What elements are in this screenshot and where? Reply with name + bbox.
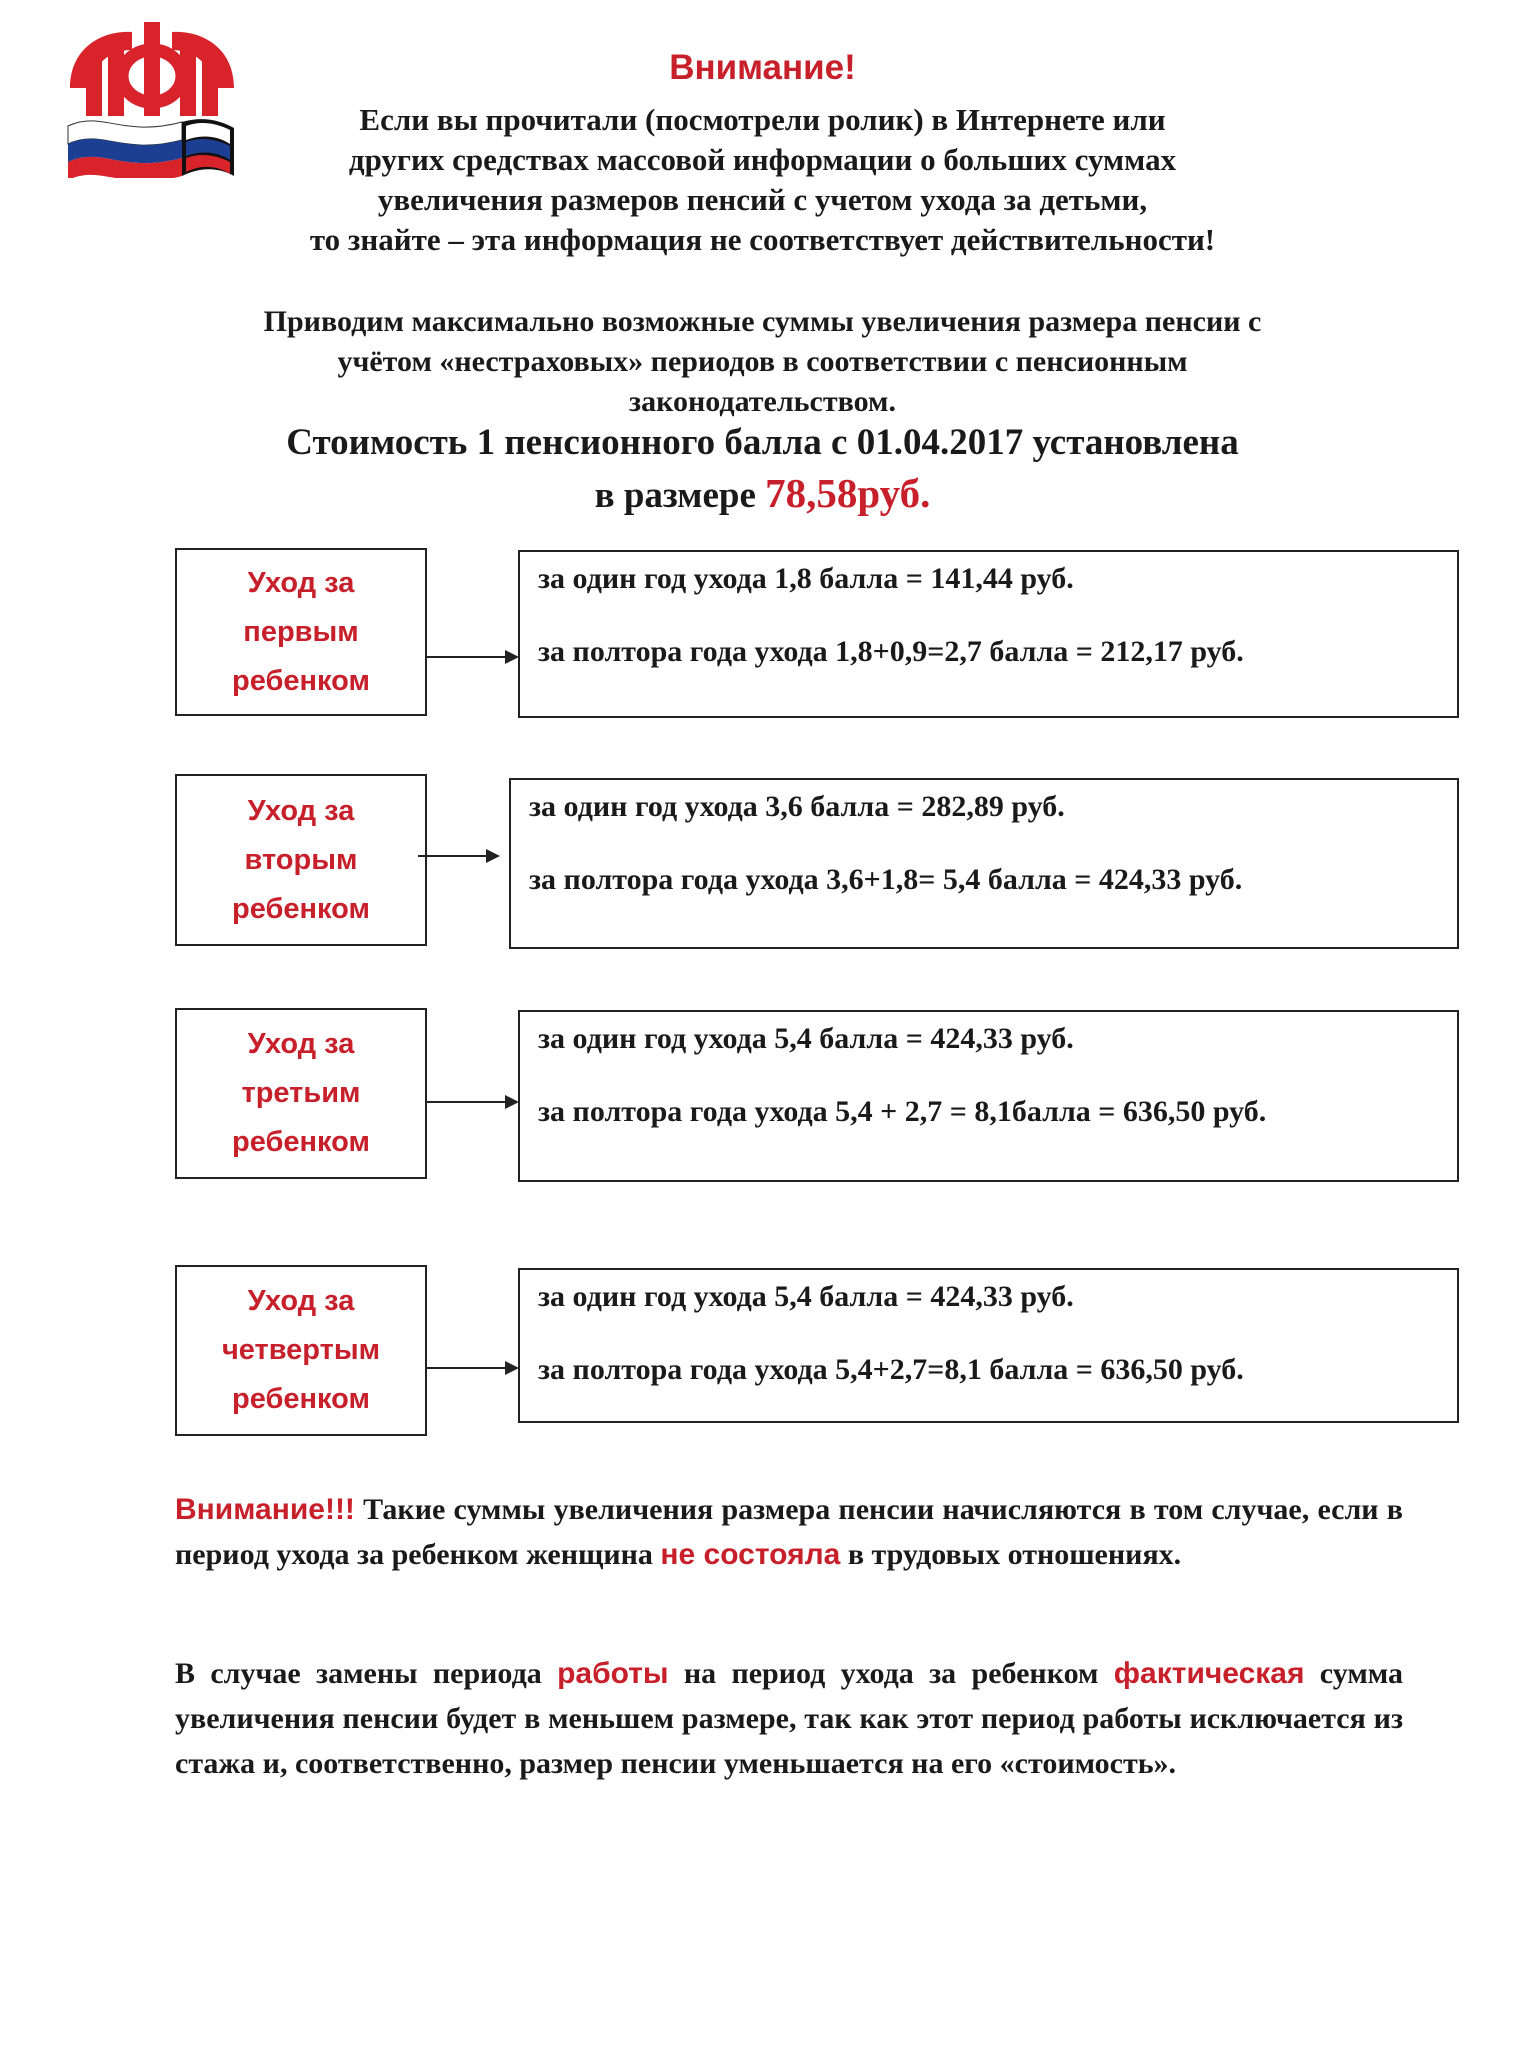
cost-amount: 78,58руб. <box>765 470 931 516</box>
care-label-first <box>175 548 427 716</box>
cost-line-2 <box>0 468 1525 521</box>
arrow-icon <box>418 855 498 857</box>
label-line: ребенком <box>232 1383 370 1415</box>
value-line-one-year: за один год ухода 5,4 балла = 424,33 руб. <box>538 1280 1074 1313</box>
care-values-third <box>518 1010 1459 1182</box>
arrow-icon <box>427 1367 517 1369</box>
arrow-icon <box>427 656 517 658</box>
value-line-one-year: за один год ухода 1,8 балла = 141,44 руб. <box>538 562 1074 595</box>
warning-line: других средствах массовой информации о больших суммах <box>348 142 1177 177</box>
cost-prefix: в размере <box>594 475 766 516</box>
value-line-half-year: за полтора года ухода 5,4+2,7=8,1 балла = 636,50 руб. <box>538 1353 1244 1386</box>
value-line-one-year: за один год ухода 3,6 балла = 282,89 руб. <box>529 790 1065 823</box>
intro-line: учётом «нестраховых» периодов в соответствии с пенсионным <box>337 345 1188 378</box>
intro-line: законодательством. <box>629 385 896 418</box>
warning-text <box>0 100 1525 260</box>
value-line-half-year: за полтора года ухода 5,4 + 2,7 = 8,1балла = 636,50 руб. <box>538 1095 1267 1128</box>
label-line: четвертым <box>221 1334 381 1366</box>
label-line: ребенком <box>232 664 370 697</box>
point-cost <box>0 418 1525 521</box>
note-replacement <box>175 1651 1403 1786</box>
intro-line: Приводим максимально возможные суммы увеличения размера пенсии с <box>263 305 1262 338</box>
label-line: ребенком <box>232 1126 370 1158</box>
note-conditions <box>175 1487 1403 1577</box>
label-line: Уход за <box>247 1285 355 1317</box>
warning-line: то знайте – эта информация не соответствует действительности! <box>309 222 1216 257</box>
label-line: ребенком <box>232 892 370 925</box>
warning-line: Если вы прочитали (посмотрели ролик) в Интернете или <box>359 102 1166 137</box>
care-label-fourth <box>175 1265 427 1436</box>
attention-title: Внимание! <box>669 48 856 87</box>
label-line: третьим <box>241 1077 361 1109</box>
note-highlight: работы <box>557 1657 669 1690</box>
value-line-one-year: за один год ухода 5,4 балла = 424,33 руб. <box>538 1022 1074 1055</box>
care-values-fourth <box>518 1268 1459 1423</box>
note-text: сумма увеличения пенсии будет в меньшем размере, так как этот период работы исключается из стажа и, соответственно, размер пенсии уменьшается на его «стоимость». <box>175 1657 1403 1780</box>
warning-line: увеличения размеров пенсий с учетом ухода за детьми, <box>377 182 1148 217</box>
note-text: в трудовых отношениях. <box>840 1538 1182 1571</box>
care-values-first <box>518 550 1459 718</box>
arrow-icon <box>427 1101 517 1103</box>
note-highlight: не состояла <box>660 1538 841 1571</box>
care-label-second <box>175 774 427 946</box>
note-text: на период ухода за ребенком <box>668 1657 1114 1690</box>
care-values-second <box>509 778 1459 949</box>
label-line: первым <box>243 615 359 648</box>
label-line: Уход за <box>247 566 355 599</box>
note-text: Такие суммы увеличения размера пенсии начисляются в том случае, если в период ухода за ребенком женщина <box>175 1493 1403 1571</box>
care-label-third <box>175 1008 427 1179</box>
note-highlight: фактическая <box>1113 1657 1305 1690</box>
label-line: Уход за <box>247 1028 355 1060</box>
label-line: Уход за <box>247 794 355 827</box>
label-line: вторым <box>244 843 358 876</box>
value-line-half-year: за полтора года ухода 3,6+1,8= 5,4 балла = 424,33 руб. <box>529 863 1243 896</box>
intro-text <box>0 302 1525 422</box>
note-text: В случае замены периода <box>175 1657 558 1690</box>
cost-line: Стоимость 1 пенсионного балла с 01.04.2017 установлена <box>286 422 1239 463</box>
note-attention: Внимание!!! <box>175 1493 355 1526</box>
value-line-half-year: за полтора года ухода 1,8+0,9=2,7 балла = 212,17 руб. <box>538 635 1244 668</box>
